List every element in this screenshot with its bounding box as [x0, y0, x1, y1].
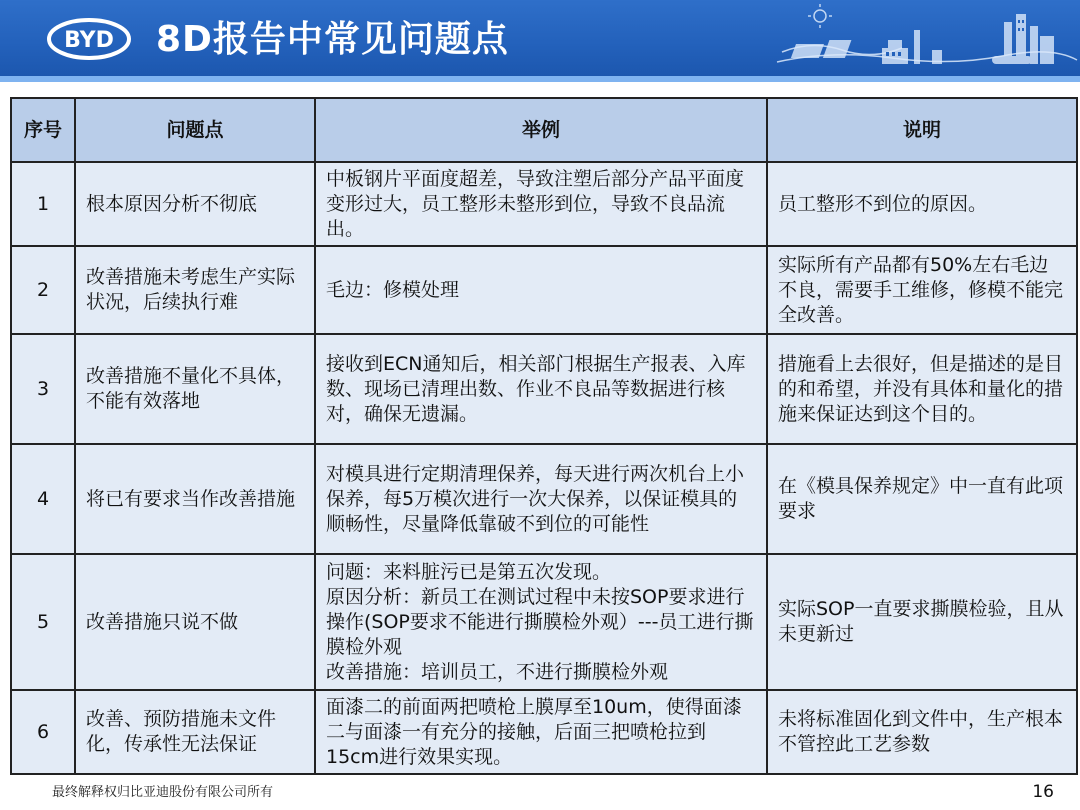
issue-cell: 改善、预防措施未文件化，传承性无法保证: [75, 690, 315, 774]
issue-cell: 改善措施不量化不具体，不能有效落地: [75, 334, 315, 444]
example-line: 改善措施：培训员工，不进行撕膜检外观: [326, 660, 669, 683]
col-header-no: 序号: [11, 98, 75, 162]
issue-cell: 改善措施未考虑生产实际状况，后续执行难: [75, 246, 315, 334]
col-header-note: 说明: [767, 98, 1077, 162]
table-row: [11, 334, 1077, 444]
row-number: 1: [11, 162, 75, 246]
example-line: 问题：来料脏污已是第五次发现。: [326, 560, 612, 583]
note-cell: 实际SOP一直要求撕膜检验，且从未更新过: [767, 554, 1077, 690]
table-row: [11, 554, 1077, 690]
note-cell: 实际所有产品都有50%左右毛边不良，需要手工维修，修模不能完全改善。: [767, 246, 1077, 334]
header-stripe: [0, 76, 1080, 82]
example-cell: 毛边：修模处理: [315, 246, 767, 334]
page-number: 16: [1032, 782, 1054, 802]
example-line: 原因分析：新员工在测试过程中未按SOP要求进行操作(SOP要求不能进行撕膜检外观）---员工进行撕膜检外观: [326, 585, 754, 658]
row-number: 3: [11, 334, 75, 444]
example-cell: 中板钢片平面度超差，导致注塑后部分产品平面度变形过大，员工整形未整形到位，导致不良品流出。: [315, 162, 767, 246]
note-cell: 在《模具保养规定》中一直有此项要求: [767, 444, 1077, 554]
example-cell: 接收到ECN通知后，相关部门根据生产报表、入库数、现场已清理出数、作业不良品等数据进行核对，确保无遗漏。: [315, 334, 767, 444]
row-number: 6: [11, 690, 75, 774]
table-row: [11, 690, 1077, 774]
note-cell: 未将标准固化到文件中，生产根本不管控此工艺参数: [767, 690, 1077, 774]
logo-text: BYD: [64, 28, 114, 53]
issues-table: [10, 97, 1078, 775]
table-header-row: [11, 98, 1077, 162]
issue-cell: 改善措施只说不做: [75, 554, 315, 690]
note-cell: 员工整形不到位的原因。: [767, 162, 1077, 246]
city-skyline-icon: [772, 0, 1080, 78]
page-title: 8D报告中常见问题点: [156, 19, 509, 60]
issue-cell: 将已有要求当作改善措施: [75, 444, 315, 554]
issue-cell: 根本原因分析不彻底: [75, 162, 315, 246]
row-number: 2: [11, 246, 75, 334]
copyright-notice: 最终解释权归比亚迪股份有限公司所有: [52, 785, 274, 800]
col-header-example: 举例: [315, 98, 767, 162]
note-cell: 措施看上去很好，但是描述的是目的和希望，并没有具体和量化的措施来保证达到这个目的。: [767, 334, 1077, 444]
example-cell: 面漆二的前面两把喷枪上膜厚至10um，使得面漆二与面漆一有充分的接触，后面三把喷枪拉到15cm进行效果实现。: [315, 690, 767, 774]
header-banner: [0, 0, 1080, 82]
row-number: 4: [11, 444, 75, 554]
example-cell: 对模具进行定期清理保养，每天进行两次机台上小保养，每5万模次进行一次大保养，以保证模具的顺畅性，尽量降低靠破不到位的可能性: [315, 444, 767, 554]
example-cell: [315, 554, 767, 690]
row-number: 5: [11, 554, 75, 690]
table-row: [11, 162, 1077, 246]
table-row: [11, 444, 1077, 554]
byd-logo-icon: [46, 17, 132, 61]
table-row: [11, 246, 1077, 334]
col-header-issue: 问题点: [75, 98, 315, 162]
